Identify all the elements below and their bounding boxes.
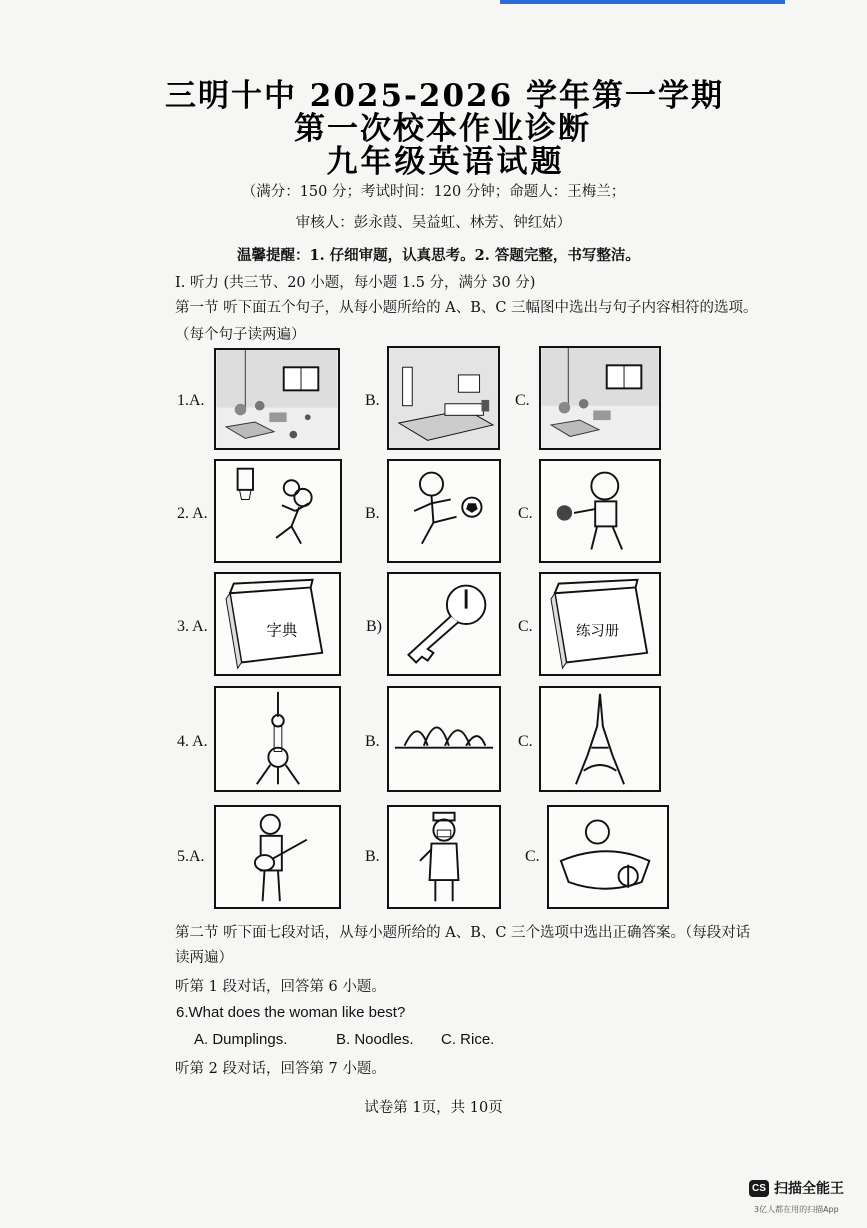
oriental-pearl-tower-icon [216, 688, 339, 790]
q2-option-a-image[interactable] [214, 459, 342, 563]
camscanner-logo-icon: CS [749, 1180, 769, 1197]
soccer-player-icon [389, 461, 499, 561]
q4-option-a-image[interactable] [214, 686, 341, 792]
q4-option-b-image[interactable] [387, 686, 501, 792]
doctor-icon [389, 807, 499, 907]
eiffel-tower-icon [541, 688, 659, 790]
title-line-3: 九年级英语试题 [326, 144, 565, 180]
q5-option-a-image[interactable] [214, 805, 341, 909]
exam-info-line-2: 审核人：彭永葭、吴益虹、林芳、钟红姑） [295, 215, 572, 231]
q2-label-a: 2. A. [177, 505, 208, 522]
q1-option-c-image[interactable] [539, 346, 661, 450]
q1-label-c: C. [515, 392, 530, 409]
key-icon [389, 574, 499, 674]
sydney-opera-house-icon [389, 688, 499, 790]
q4-label-b: B. [365, 733, 380, 750]
section1-instruction: 第一节 听下面五个句子，从每小题所给的 A、B、C 三幅图中选出与句子内容相符的选项。 [175, 300, 758, 316]
dialog2-intro: 听第 2 段对话，回答第 7 小题。 [175, 1061, 386, 1077]
q4-label-c: C. [518, 733, 533, 750]
q3-option-b-image[interactable] [387, 572, 501, 676]
dictionary-book-text: 字典 [266, 621, 298, 640]
q4-label-a: 4. A. [177, 733, 208, 750]
dictionary-book-icon [216, 574, 339, 674]
dialog1-intro: 听第 1 段对话，回答第 6 小题。 [175, 979, 386, 995]
q3-label-b: B) [366, 618, 382, 635]
page-footer: 试卷第 1页，共 10页 [364, 1100, 503, 1116]
q5-label-b: B. [365, 848, 380, 865]
messy-room-icon [541, 348, 659, 448]
title-line-2: 第一次校本作业诊断 [294, 111, 591, 147]
q5-label-a: 5.A. [177, 848, 205, 865]
q5-option-b-image[interactable] [387, 805, 501, 909]
exam-info-line-1: （满分：150 分；考试时间：120 分钟；命题人：王梅兰； [241, 184, 626, 200]
q6-question: 6.What does the woman like best? [176, 1004, 406, 1021]
section1-note: （每个句子读两遍） [175, 327, 306, 343]
q6-option-c[interactable]: C. Rice. [441, 1031, 495, 1048]
section2-instruction-2: 读两遍） [175, 950, 233, 966]
q5-option-c-image[interactable] [547, 805, 669, 909]
q5-label-c: C. [525, 848, 540, 865]
tidy-bedroom-icon [389, 348, 498, 448]
q1-label-a: 1.A. [177, 392, 205, 409]
pilot-icon [549, 807, 667, 907]
section2-instruction-1: 第二节 听下面七段对话，从每小题所给的 A、B、C 三个选项中选出正确答案。（每段对话 [175, 925, 751, 941]
camscanner-name: 扫描全能王 [774, 1181, 844, 1197]
title-line-1: 三明十中 2025-2026 学年第一学期 [164, 78, 724, 114]
q3-option-c-image[interactable] [539, 572, 661, 676]
q3-label-a: 3. A. [177, 618, 208, 635]
workbook-icon [541, 574, 659, 674]
q1-label-b: B. [365, 392, 380, 409]
warm-tip: 温馨提醒：1. 仔细审题，认真思考。2. 答题完整，书写整洁。 [237, 247, 640, 264]
top-blue-bar [500, 0, 785, 4]
camscanner-tagline: 3亿人都在用的扫描App [754, 1205, 839, 1214]
q1-option-b-image[interactable] [387, 346, 500, 450]
q2-option-c-image[interactable] [539, 459, 661, 563]
q2-option-b-image[interactable] [387, 459, 501, 563]
q2-label-c: C. [518, 505, 533, 522]
q1-option-a-image[interactable] [214, 348, 340, 450]
q6-option-a[interactable]: A. Dumplings. [194, 1031, 288, 1048]
q3-label-c: C. [518, 618, 533, 635]
workbook-text: 练习册 [575, 623, 620, 640]
part1-heading: I. 听力 (共三节、20 小题，每小题 1.5 分，满分 30 分) [175, 275, 536, 291]
messy-room-icon [216, 350, 338, 448]
ping-pong-player-icon [541, 461, 659, 561]
q4-option-c-image[interactable] [539, 686, 661, 792]
q6-option-b[interactable]: B. Noodles. [336, 1031, 414, 1048]
basketball-player-icon [216, 461, 340, 561]
guitar-player-icon [216, 807, 339, 907]
q3-option-a-image[interactable] [214, 572, 341, 676]
q2-label-b: B. [365, 505, 380, 522]
